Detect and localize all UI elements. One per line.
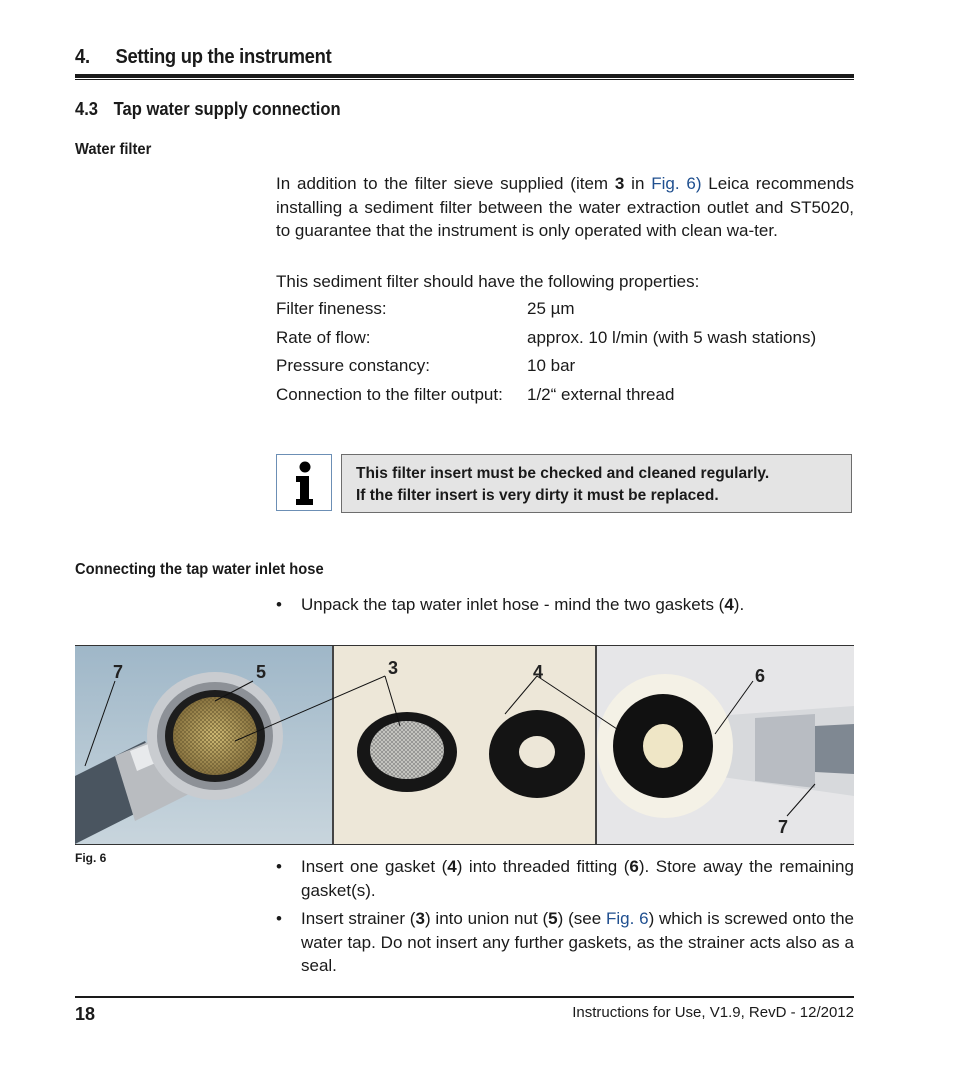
bullet-text xyxy=(301,855,854,902)
table-row xyxy=(276,356,816,385)
hose-heading: Connecting the tap water inlet hose xyxy=(75,561,324,578)
figure-label-4: 4 xyxy=(533,662,544,682)
table-row xyxy=(276,299,816,328)
intro-item-ref: 3 xyxy=(614,174,625,193)
water-filter-intro xyxy=(276,172,854,243)
step2-ref-nut: 5 xyxy=(548,909,558,928)
step1-text-a: Insert one gasket ( xyxy=(301,857,448,876)
note-line-1: This filter insert must be checked and cleaned regularly. xyxy=(356,465,770,482)
intro-text-c: Leica recommends installing a sediment filter between the water extraction outlet and ST5020, to guarantee that the instrument is only operated with clean wa-ter. xyxy=(276,174,854,240)
property-value: approx. 10 l/min (with 5 wash stations) xyxy=(527,327,817,347)
bullet-dot: • xyxy=(276,909,282,928)
intro-text-b: in xyxy=(624,174,652,193)
list-item xyxy=(276,855,854,903)
water-filter-heading: Water filter xyxy=(75,141,152,158)
step1-text-c: ) into threaded fitting ( xyxy=(456,857,630,876)
bullet-ref: 4 xyxy=(724,595,734,614)
header-rule-thin xyxy=(75,79,854,80)
footer-rule xyxy=(75,996,854,998)
figure-leader-lines xyxy=(75,646,854,844)
figure-label-7-right: 7 xyxy=(778,817,789,837)
property-value: 10 bar xyxy=(527,356,576,375)
bullet-text xyxy=(301,593,854,617)
note-box xyxy=(341,454,852,513)
step2-text-e: ) (see xyxy=(557,909,606,928)
footer-doc-info: Instructions for Use, V1.9, RevD - 12/2012 xyxy=(572,1004,854,1021)
table-row xyxy=(276,385,816,414)
figure-label-6: 6 xyxy=(755,666,766,686)
property-key: Pressure constancy: xyxy=(276,356,431,375)
figure-label-5: 5 xyxy=(256,662,267,682)
step1-ref-fitting: 6 xyxy=(629,857,639,876)
section-title-text: Tap water supply connection xyxy=(113,99,341,119)
figure-label-7-left: 7 xyxy=(113,662,124,682)
list-item xyxy=(276,593,854,617)
info-icon xyxy=(276,454,332,511)
property-key: Rate of flow: xyxy=(276,327,371,347)
step2-text-a: Insert strainer ( xyxy=(301,909,416,928)
section-number: 4.3 xyxy=(75,99,99,119)
figure-label-3: 3 xyxy=(388,658,399,678)
bullet-dot: • xyxy=(276,595,282,614)
filter-properties-table xyxy=(276,299,816,413)
chapter-title xyxy=(75,46,792,69)
list-item xyxy=(276,907,854,979)
step1-text-e: ). Store away the remaining gasket(s). xyxy=(301,857,854,900)
step1-ref-gasket: 4 xyxy=(447,857,457,876)
step2-text-f: ) which is screwed onto the water tap. Do not insert any further gaskets, as the strainer acts also as a seal. xyxy=(301,909,855,975)
figure-caption: Fig. 6 xyxy=(75,851,107,865)
property-value: 25 µm xyxy=(527,299,575,318)
chapter-number: 4. xyxy=(75,46,90,68)
bullet-text xyxy=(301,907,854,978)
bullet-dot: • xyxy=(276,857,282,876)
fig6-link-2[interactable]: Fig. 6 xyxy=(605,909,649,928)
note-line-2: If the filter insert is very dirty it must be replaced. xyxy=(356,487,719,504)
bullet-text-a: Unpack the tap water inlet hose - mind the two gaskets ( xyxy=(301,595,725,614)
property-key: Connection to the filter output: xyxy=(276,384,503,404)
table-row xyxy=(276,328,816,357)
property-value: 1/2“ external thread xyxy=(527,384,675,404)
page-number: 18 xyxy=(75,1004,96,1024)
section-title xyxy=(75,99,341,120)
fig6-link[interactable]: Fig. 6) xyxy=(651,174,702,193)
properties-intro: This sediment filter should have the following properties: xyxy=(276,272,700,291)
step2-text-c: ) into union nut ( xyxy=(424,909,549,928)
figure-6-photos xyxy=(75,645,854,845)
header-rule xyxy=(75,74,854,78)
intro-text-a: In addition to the filter sieve supplied (item xyxy=(276,174,615,193)
chapter-title-text: Setting up the instrument xyxy=(115,46,332,68)
property-key: Filter fineness: xyxy=(276,299,387,318)
step2-ref-strainer: 3 xyxy=(415,909,425,928)
bullet-text-c: ). xyxy=(733,595,745,614)
